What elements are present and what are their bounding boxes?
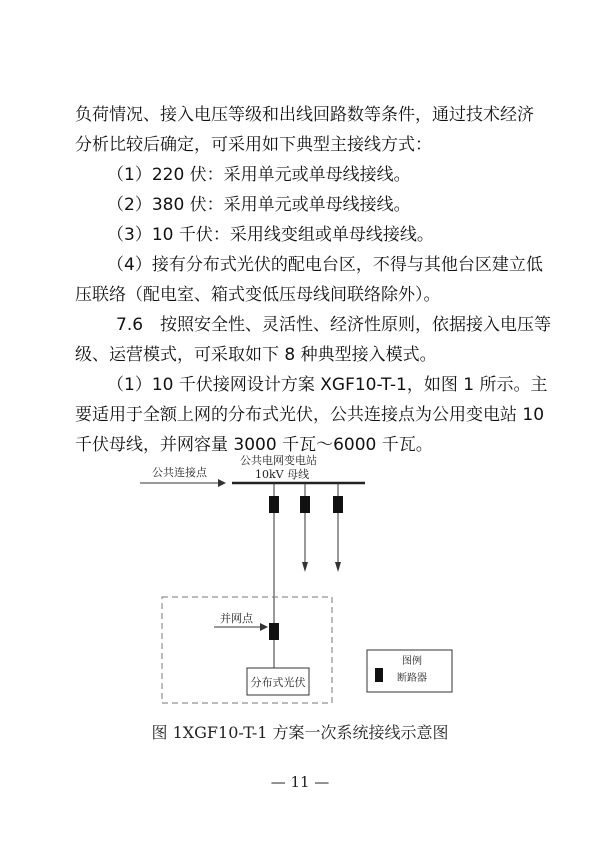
grid-point-arrow-head xyxy=(260,623,268,631)
grid-point-label: 并网点 xyxy=(220,612,253,625)
paragraph-line-7: 压联络（配电室、箱式变低压母线间联络除外）。 xyxy=(75,285,441,305)
pcc-arrow-head xyxy=(218,479,226,487)
breaker-grid-point xyxy=(269,623,279,640)
paragraph-line-2: 分析比较后确定，可采用如下典型主接线方式： xyxy=(75,135,432,155)
paragraph-line-12: 千伏母线，并网容量 3000 千瓦～6000 千瓦。 xyxy=(75,435,433,455)
paragraph-line-1: 负荷情况、接入电压等级和出线回路数等条件，通过技术经济 xyxy=(75,105,534,125)
pcc-label: 公共连接点 xyxy=(152,466,207,479)
feeder-arrow-2 xyxy=(302,562,308,572)
paragraph-line-6: （4）接有分布式光伏的配电台区，不得与其他台区建立低 xyxy=(107,255,543,275)
paragraph-line-3: （1）220 伏：采用单元或单母线接线。 xyxy=(107,165,411,185)
legend-breaker-label: 断路器 xyxy=(397,673,427,684)
substation-label: 公共电网变电站 xyxy=(240,454,317,467)
breaker-3 xyxy=(333,496,343,513)
paragraph-line-9: 级、运营模式，可采取如下 8 种典型接入模式。 xyxy=(75,345,437,365)
paragraph-line-10: （1）10 千伏接网设计方案 XGF10-T-1，如图 1 所示。主 xyxy=(107,375,548,395)
legend-breaker-symbol xyxy=(375,668,383,682)
breaker-2 xyxy=(300,496,310,513)
bus-label: 10kV 母线 xyxy=(255,468,310,481)
pv-label: 分布式光伏 xyxy=(250,676,306,689)
breaker-1 xyxy=(269,496,279,513)
legend-title: 图例 xyxy=(402,656,422,667)
paragraph-line-11: 要适用于全额上网的分布式光伏，公共连接点为公用变电站 10 xyxy=(75,405,545,425)
page-number: — 11 — xyxy=(270,773,330,791)
figure-caption: 图 1XGF10-T-1 方案一次系统接线示意图 xyxy=(151,723,449,742)
paragraph-line-4: （2）380 伏：采用单元或单母线接线。 xyxy=(107,195,411,215)
paragraph-line-8: 7.6 按照安全性、灵活性、经济性原则，依据接入电压等 xyxy=(116,315,552,335)
feeder-arrow-3 xyxy=(335,562,341,572)
paragraph-line-5: （3）10 千伏：采用线变组或单母线接线。 xyxy=(107,225,434,245)
